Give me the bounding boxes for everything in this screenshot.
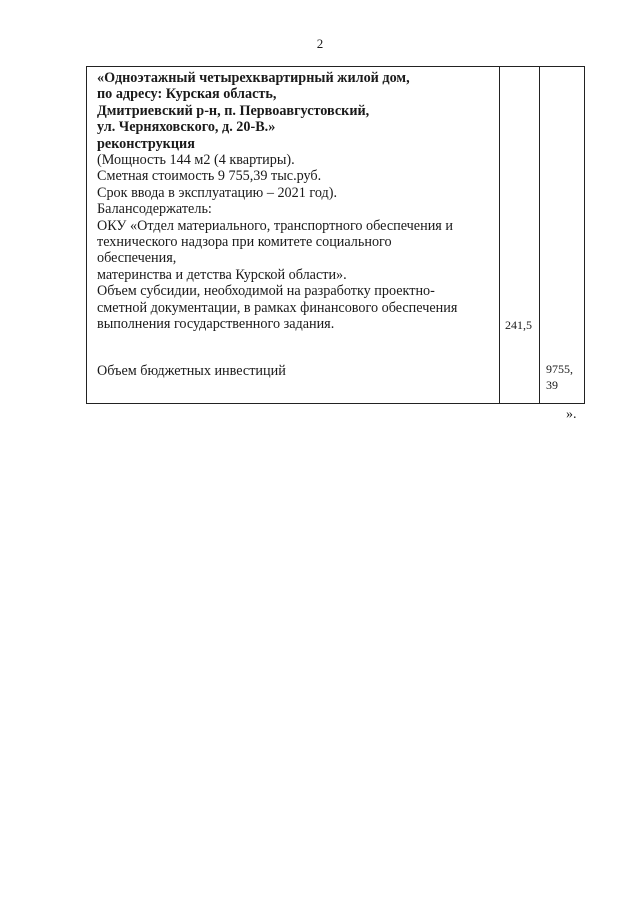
investment-label: Объем бюджетных инвестиций [97, 363, 286, 379]
investment-value-cell [540, 67, 585, 404]
balance-holder-line-2: технического надзора при комитете социального [97, 234, 392, 251]
estimated-cost-line: Сметная стоимость 9 755,39 тыс.руб. [97, 168, 322, 185]
table-row [87, 67, 585, 404]
subsidy-line-3: выполнения государственного задания. [97, 316, 335, 333]
page-number: 2 [316, 36, 324, 51]
subsidy-line-1: Объем субсидии, необходимой на разработку проектно- [97, 283, 435, 300]
balance-holder-line-3: обеспечения, [97, 250, 177, 267]
object-title-line-3: Дмитриевский р-н, п. Первоавгустовский, [97, 102, 370, 119]
description-cell [87, 67, 500, 404]
balance-holder-line-4: материнства и детства Курской области». [97, 266, 347, 283]
subsidy-value: 241,5 [505, 318, 532, 332]
commissioning-line: Срок ввода в эксплуатацию – 2021 год). [97, 184, 338, 201]
investment-value-line-2: 39 [546, 378, 558, 392]
budget-table [86, 66, 585, 404]
object-title-line-1: «Одноэтажный четырехквартирный жилой дом, [97, 70, 410, 86]
object-title-line-4: ул. Черняховского, д. 20-В.» [97, 119, 276, 136]
object-title-line-5: реконструкция [97, 135, 195, 152]
balance-holder-label: Балансодержатель: [97, 201, 212, 218]
capacity-line: (Мощность 144 м2 (4 квартиры). [97, 152, 295, 169]
subsidy-line-2: сметной документации, в рамках финансового обеспечения [97, 299, 458, 316]
object-title-line-2: по адресу: Курская область, [97, 86, 277, 103]
balance-holder-line-1: ОКУ «Отдел материального, транспортного обеспечения и [97, 217, 453, 234]
closing-quote: ». [566, 407, 577, 422]
subsidy-value-cell [500, 67, 540, 404]
investment-value [546, 361, 573, 393]
investment-value-line-1: 9755, [546, 362, 573, 376]
